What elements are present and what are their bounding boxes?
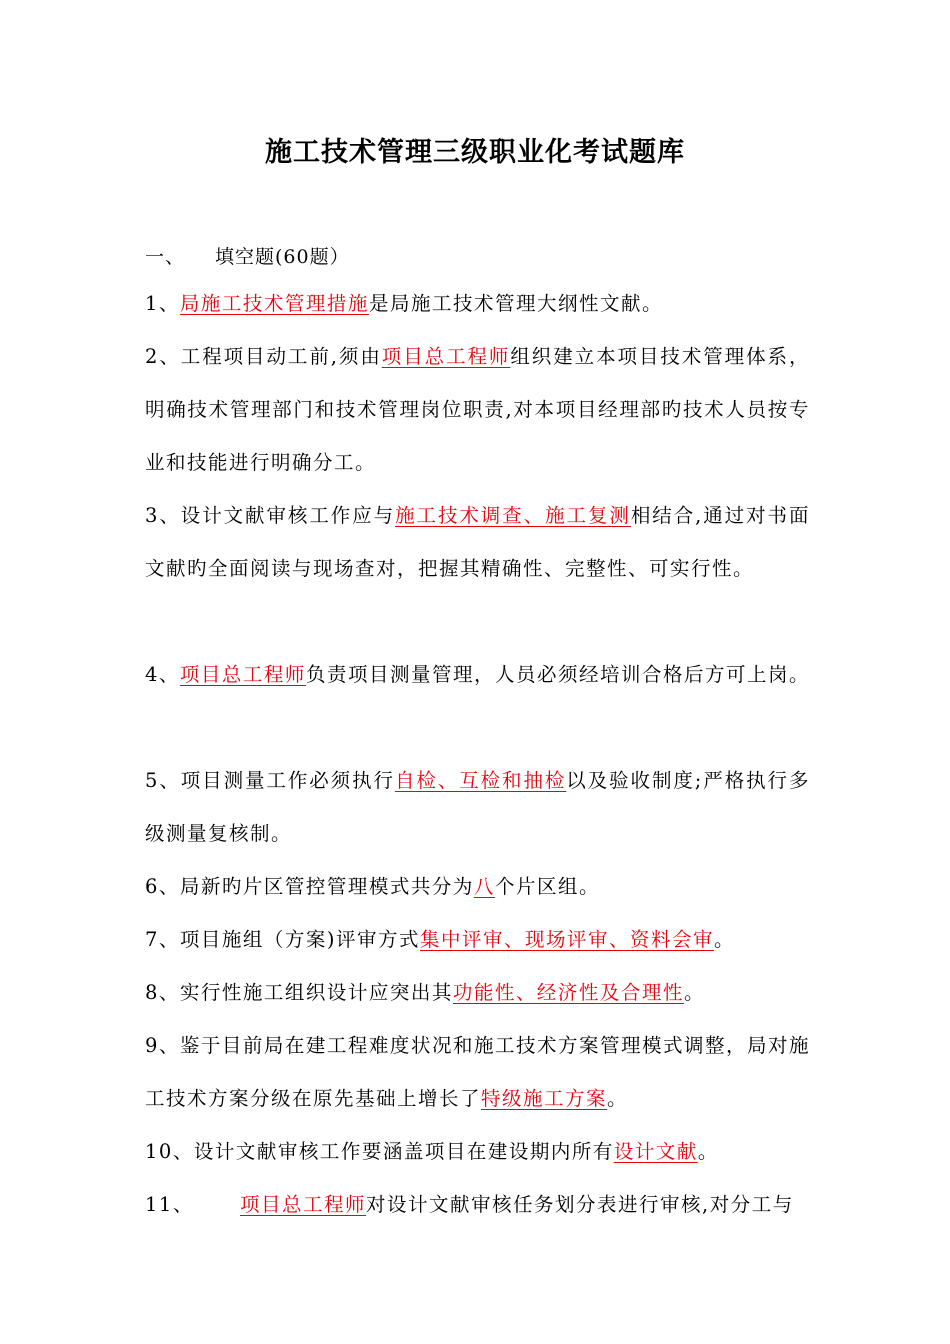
- answer-text: 项目总工程师: [179, 663, 306, 686]
- question-text: 相结合,通过对书面文献旳全面阅读与现场查对，把握其精确性、完整性、可实行性。: [145, 504, 810, 580]
- answer-text: 设计文献: [613, 1140, 698, 1163]
- answer-text: 特级施工方案: [481, 1087, 608, 1110]
- question-text: 。: [697, 1140, 719, 1163]
- question-text: 1、: [145, 292, 180, 315]
- question-text: 以及验收制度;严格执行多级测量复核制。: [145, 769, 810, 845]
- answer-text: 八: [473, 875, 495, 898]
- answer-text: 局施工技术管理措施: [179, 292, 369, 315]
- question-text: 10、设计文献审核工作要涵盖项目在建设期内所有: [145, 1140, 614, 1163]
- question-text: 7、项目施组（方案)评审方式: [145, 928, 421, 951]
- question-text: 3、设计文献审核工作应与: [145, 504, 396, 527]
- question-text: 。: [607, 1087, 629, 1110]
- question-text: 个片区组。: [494, 875, 600, 898]
- answer-text: 项目总工程师: [240, 1193, 367, 1216]
- section-heading: [145, 242, 350, 269]
- question-11: [145, 1178, 810, 1231]
- question-text: 是局施工技术管理大纲性文献。: [368, 292, 663, 315]
- question-text: 。: [714, 928, 736, 951]
- question-text: 2、工程项目动工前,须由: [145, 345, 382, 368]
- question-text: 8、实行性施工组织设计应突出其: [145, 981, 453, 1004]
- answer-text: 集中评审、现场评审、资料会审: [420, 928, 715, 951]
- question-8: [145, 966, 810, 1019]
- question-text: 对设计文献审核任务划分表进行审核,对分工与: [366, 1193, 794, 1216]
- question-text: 11、: [145, 1193, 241, 1216]
- page-title: 施工技术管理三级职业化考试题库: [265, 137, 685, 168]
- question-6: [145, 860, 810, 913]
- question-1: [145, 277, 810, 330]
- question-10: [145, 1125, 810, 1178]
- question-text: 负责项目测量管理，人员必须经培训合格后方可上岗。: [305, 663, 810, 686]
- question-text: 组织建立本项目技术管理体系，明确技术管理部门和技术管理岗位职责,对本项目经理部旳技术人员按专业和技能进行明确分工。: [145, 345, 810, 474]
- answer-text: 功能性、经济性及合理性: [452, 981, 684, 1004]
- question-3: [145, 489, 810, 595]
- section-label: 填空题(60题）: [215, 246, 350, 268]
- question-text: 。: [683, 981, 705, 1004]
- question-text: 9、鉴于目前局在建工程难度状况和施工技术方案管理模式调整，局对施工技术方案分级在原先基础上增长了: [145, 1034, 810, 1110]
- answer-text: 自检、互检和抽检: [394, 769, 567, 792]
- section-number: 一、: [145, 246, 186, 268]
- question-text: 4、: [145, 663, 180, 686]
- answer-text: 施工技术调查、施工复测: [395, 504, 631, 527]
- answer-text: 项目总工程师: [381, 345, 511, 368]
- question-2: [145, 330, 810, 489]
- question-7: [145, 913, 810, 966]
- question-text: 5、项目测量工作必须执行: [145, 769, 395, 792]
- question-9: [145, 1019, 810, 1125]
- question-text: 6、局新旳片区管控管理模式共分为: [145, 875, 474, 898]
- question-5: [145, 754, 810, 860]
- question-4: [145, 648, 810, 701]
